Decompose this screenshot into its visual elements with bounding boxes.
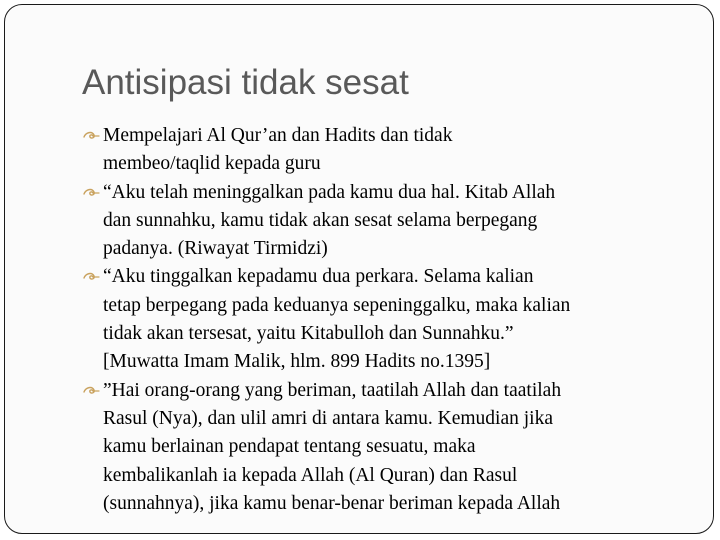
slide bbox=[4, 4, 714, 534]
list-item bbox=[83, 377, 693, 518]
slide-title: Antisipasi tidak sesat bbox=[82, 63, 409, 102]
swirl-bullet-icon bbox=[83, 130, 100, 141]
swirl-bullet-icon bbox=[83, 187, 100, 198]
bullet-list bbox=[83, 122, 693, 518]
swirl-bullet-icon bbox=[83, 385, 100, 396]
bullet-text: Mempelajari Al Qur’an dan Hadits dan tidak membeo/taqlid kepada guru bbox=[103, 125, 453, 175]
list-item bbox=[83, 122, 693, 179]
list-item bbox=[83, 263, 693, 376]
bullet-text: ”Hai orang-orang yang beriman, taatilah Allah dan taatilah Rasul (Nya), dan ulil amri di antara kamu. Kemudian jika kamu berlainan pendapat tentang sesuatu, maka kembalikanlah ia kepada Allah (Al Quran) dan Rasul (sunnahnya), jika kamu benar-benar beriman kepada Allah bbox=[103, 379, 562, 514]
swirl-bullet-icon bbox=[83, 271, 100, 282]
list-item bbox=[83, 179, 693, 264]
bullet-text: “Aku tinggalkan kepadamu dua perkara. Selama kalian tetap berpegang pada keduanya sepeninggalku, maka kalian tidak akan tersesat, yaitu Kitabulloh dan Sunnahku.” [Muwatta Imam Malik, hlm. 899 Hadits no.1395] bbox=[103, 266, 571, 373]
bullet-text: “Aku telah meninggalkan pada kamu dua hal. Kitab Allah dan sunnahku, kamu tidak akan sesat selama berpegang padanya. (Riwayat Tirmidzi) bbox=[103, 181, 556, 260]
